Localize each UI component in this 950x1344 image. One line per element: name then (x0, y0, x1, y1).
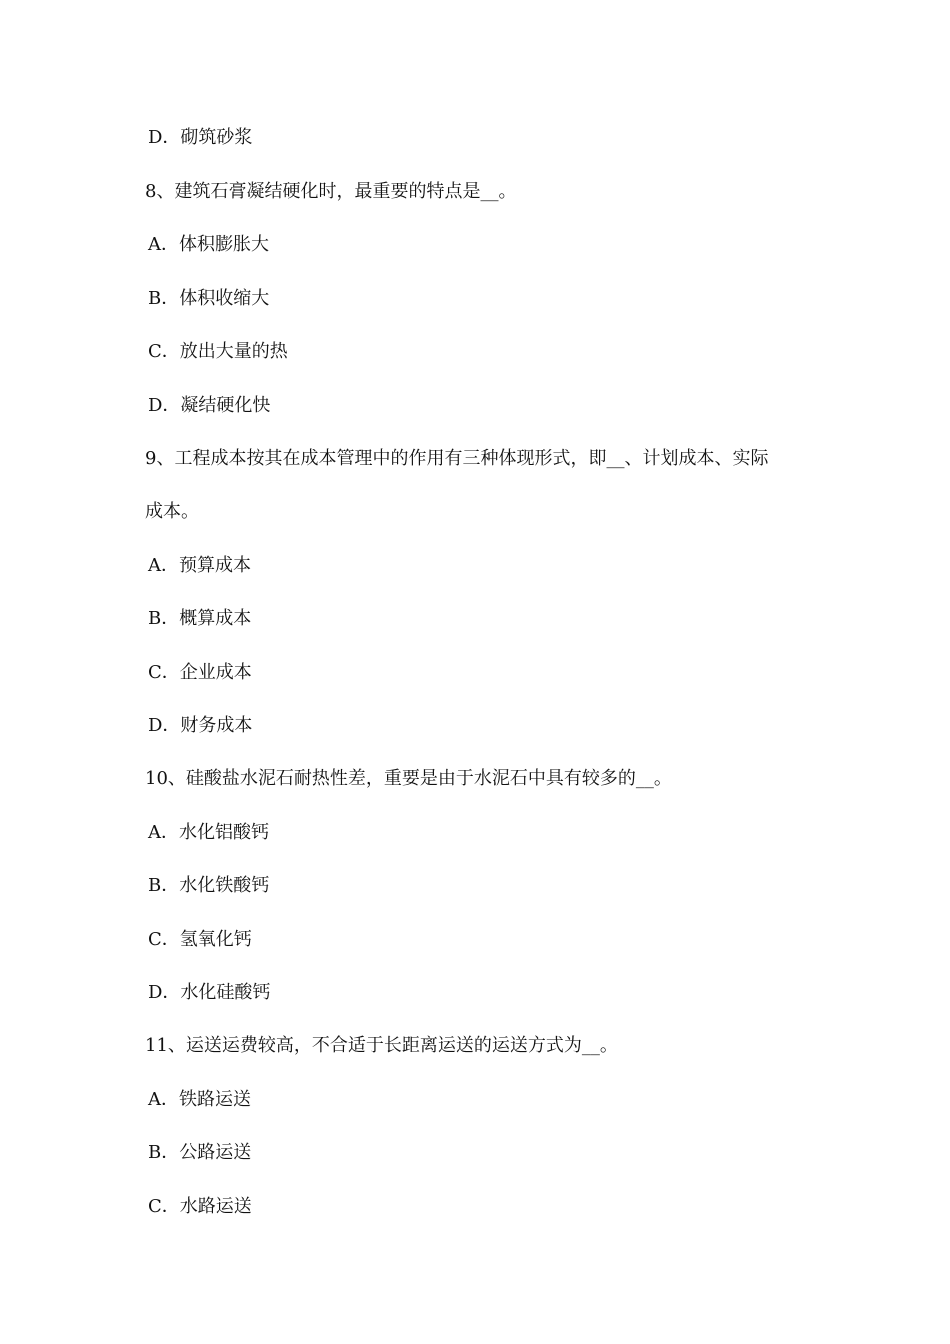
option-line: A．预算成本 (148, 555, 251, 576)
option-line: A．铁路运送 (148, 1089, 251, 1110)
question-line: 9、工程成本按其在成本管理中的作用有三种体现形式，即__、计划成本、实际 (145, 448, 769, 469)
question-line: 8、建筑石膏凝结硬化时，最重要的特点是__。 (145, 181, 517, 202)
option-line: C．水路运送 (148, 1196, 252, 1217)
option-line: C．氢氧化钙 (148, 929, 252, 950)
option-line: D．砌筑砂浆 (148, 127, 253, 148)
option-line: B．公路运送 (148, 1142, 252, 1163)
option-line: C．放出大量的热 (148, 341, 288, 362)
option-line: C．企业成本 (148, 662, 252, 683)
option-line: D．凝结硬化快 (148, 395, 271, 416)
option-line: D．水化硅酸钙 (148, 982, 271, 1003)
option-line: B．水化铁酸钙 (148, 875, 270, 896)
option-line: A．水化铝酸钙 (148, 822, 269, 843)
option-line: D．财务成本 (148, 715, 253, 736)
option-line: B．概算成本 (148, 608, 252, 629)
question-line: 11、运送运费较高，不合适于长距离运送的运送方式为__。 (145, 1035, 618, 1056)
question-line: 10、硅酸盐水泥石耐热性差，重要是由于水泥石中具有较多的__。 (145, 768, 672, 789)
option-line: B．体积收缩大 (148, 288, 270, 309)
question-line: 成本。 (145, 501, 199, 522)
option-line: A．体积膨胀大 (148, 234, 269, 255)
